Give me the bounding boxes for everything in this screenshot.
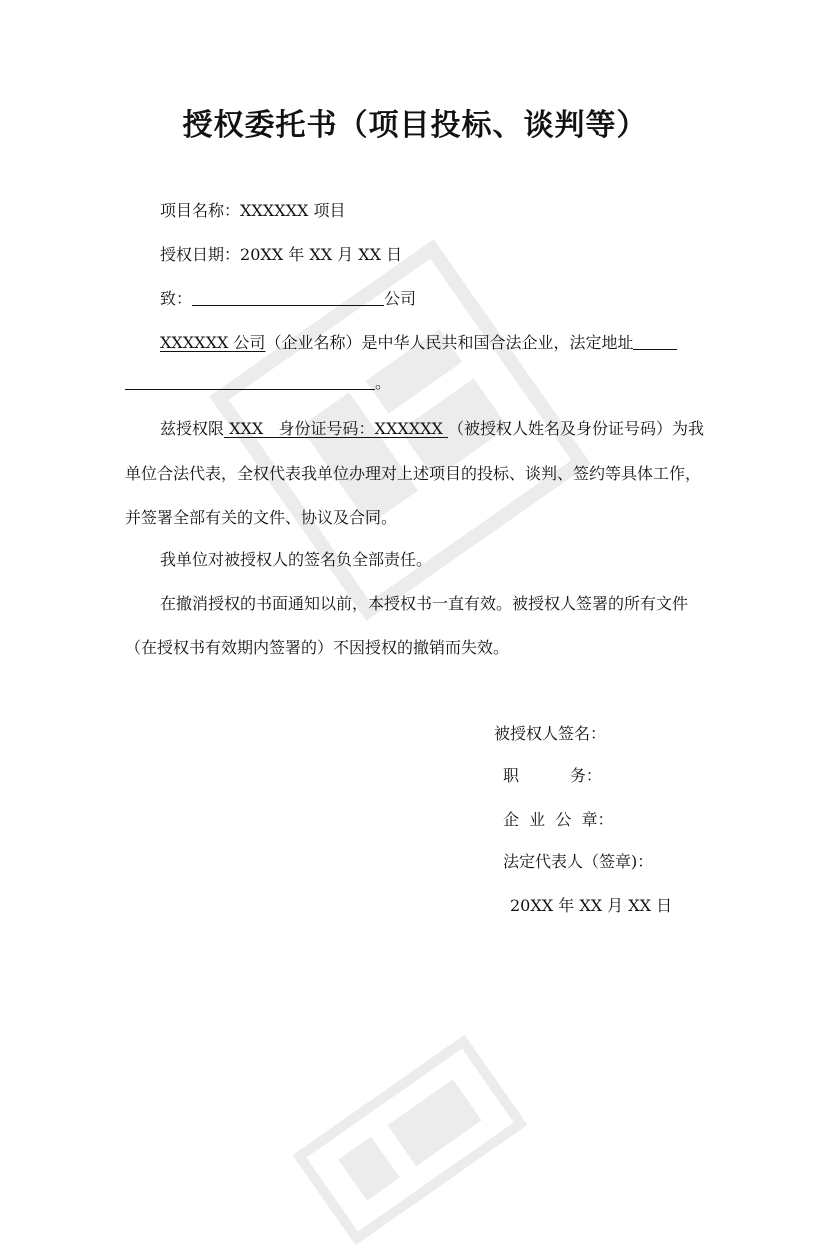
document-title: 授权委托书（项目投标、谈判等） — [182, 108, 648, 143]
signee-label: 被授权人签名： — [494, 724, 607, 743]
to-suffix: 公司 — [384, 289, 417, 308]
address-blank-1 — [633, 333, 677, 350]
auth-suffix: （被授权人姓名及身份证号码）为我 — [448, 419, 705, 438]
project-value: XXXXXX 项目 — [240, 201, 346, 220]
to-label: 致： — [160, 289, 193, 308]
paragraph1-line3: 并签署全部有关的文件、协议及合同。 — [125, 508, 398, 527]
legal-rep-label: 法定代表人（签章)： — [503, 852, 654, 871]
project-label: 项目名称： — [160, 201, 241, 220]
authorization-line — [160, 419, 704, 439]
date-line — [160, 245, 402, 265]
company-desc: （企业名称）是中华人民共和国合法企业，法定地址 — [265, 333, 634, 352]
address-end: 。 — [375, 373, 392, 392]
paragraph3-line1: 在撤消授权的书面通知以前，本授权书一直有效。被授权人签署的所有文件 — [160, 594, 689, 613]
auth-prefix: 兹授权限 — [160, 419, 225, 438]
company-name: XXXXXX 公司 — [160, 333, 266, 352]
auth-name: XXX — [229, 419, 264, 438]
paragraph1-line2: 单位合法代表，全权代表我单位办理对上述项目的投标、谈判、签约等具体工作， — [125, 464, 702, 483]
seal-label: 企 业 公 章： — [503, 810, 614, 829]
auth-name-underlined — [224, 419, 448, 438]
date-label: 授权日期： — [160, 245, 241, 264]
company-line — [160, 333, 677, 353]
recipient-line — [160, 289, 416, 309]
auth-id: 身份证号码：XXXXXX — [278, 419, 443, 438]
project-line — [160, 201, 345, 221]
position-label: 职 务： — [503, 766, 602, 785]
paragraph3-line2: （在授权书有效期内签署的）不因授权的撤销而失效。 — [125, 638, 510, 657]
paragraph2: 我单位对被授权人的签名负全部责任。 — [160, 550, 433, 569]
date-value: 20XX 年 XX 月 XX 日 — [240, 245, 403, 264]
recipient-blank — [192, 289, 384, 306]
signature-date: 20XX 年 XX 月 XX 日 — [510, 896, 673, 915]
address-blank-2 — [125, 373, 375, 390]
watermark-logo-icon-bottom — [285, 1028, 534, 1252]
address-line — [125, 373, 391, 393]
